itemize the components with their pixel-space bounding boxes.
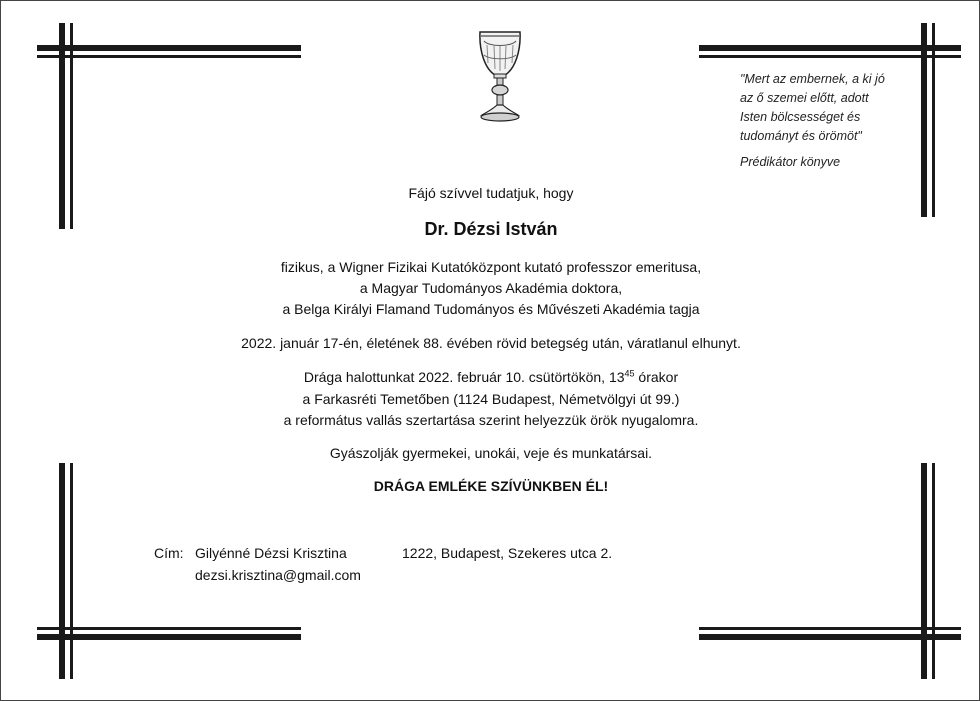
quote-line: tudományt és örömöt" xyxy=(740,129,862,143)
corner-frame-bottom-right-h2 xyxy=(699,634,961,640)
contact-email[interactable]: dezsi.krisztina@gmail.com xyxy=(195,567,361,583)
closing-text: DRÁGA EMLÉKE SZÍVÜNKBEN ÉL! xyxy=(373,478,609,494)
contact-name: Gilyénné Dézsi Krisztina xyxy=(195,545,347,561)
title-line: a Belga Királyi Flamand Tudományos és Művészeti Akadémia tagja xyxy=(282,301,700,317)
funeral-time-suffix: órakor xyxy=(634,369,679,385)
quote-line: az ő szemei előtt, adott xyxy=(740,91,869,105)
quote-line: "Mert az embernek, a ki jó xyxy=(740,72,885,86)
funeral-line-2: a Farkasréti Temetőben (1124 Budapest, Németvölgyi út 99.) xyxy=(302,391,680,407)
intro-text: Fájó szívvel tudatjuk, hogy xyxy=(408,185,574,201)
corner-frame-top-left-h1 xyxy=(37,45,301,51)
quote-line: Isten bölcsességet és xyxy=(740,110,861,124)
corner-frame-bottom-left-h1 xyxy=(37,627,301,630)
corner-frame-bottom-left-h2 xyxy=(37,634,301,640)
bible-quote xyxy=(740,70,910,146)
corner-frame-top-left-h2 xyxy=(37,55,301,58)
mourners-text: Gyászolják gyermekei, unokái, veje és munkatársai. xyxy=(329,445,653,461)
chalice-icon xyxy=(475,29,525,125)
corner-frame-bottom-right-h1 xyxy=(699,627,961,630)
deceased-name: Dr. Dézsi István xyxy=(424,219,558,239)
funeral-minutes: 45 xyxy=(624,368,635,379)
title-line: a Magyar Tudományos Akadémia doktora, xyxy=(359,280,623,296)
funeral-date-text: Drága halottunkat 2022. február 10. csütörtökön, 13 xyxy=(303,369,625,385)
title-line: fizikus, a Wigner Fizikai Kutatóközpont kutató professzor emeritusa, xyxy=(280,259,702,275)
contact-address: 1222, Budapest, Szekeres utca 2. xyxy=(402,545,613,561)
death-text: 2022. január 17-én, életének 88. évében rövid betegség után, váratlanul elhunyt. xyxy=(241,335,741,351)
contact-label: Cím: xyxy=(154,545,184,561)
funeral-line-1 xyxy=(1,367,980,387)
quote-source: Prédikátor könyve xyxy=(740,155,841,169)
funeral-line-3: a református vallás szertartása szerint helyezzük örök nyugalomra. xyxy=(283,412,699,428)
